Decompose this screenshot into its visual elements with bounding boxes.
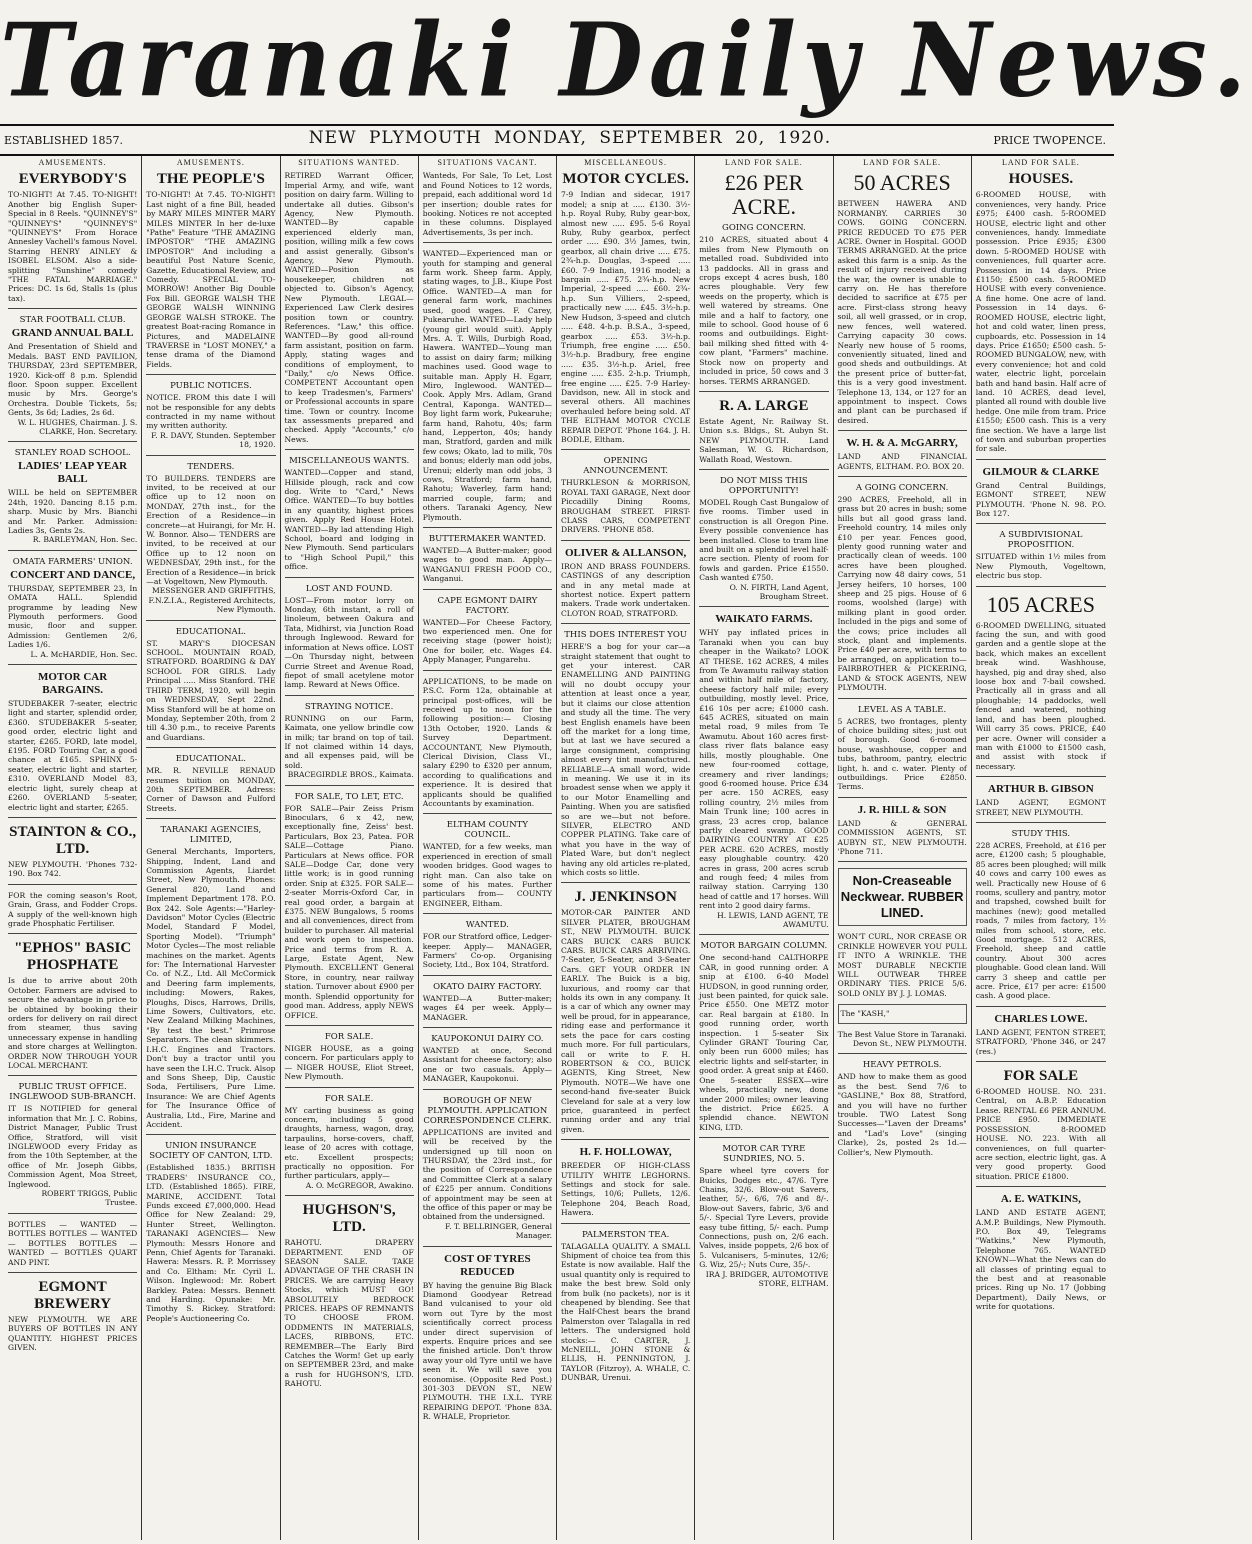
advertisement <box>976 829 1106 1007</box>
ad-subheading: BUTTERMAKER WANTED. <box>428 534 546 545</box>
column-header: LAND FOR SALE. <box>1001 158 1080 167</box>
advertisement <box>423 1253 552 1427</box>
advertisement <box>976 593 1106 778</box>
advertisement <box>285 584 414 696</box>
ad-body: 7-9 Indian and sidecar, 1917 model; a snip at ..... £130. 3½-h.p. Royal Ruby, Ruby gear-box, almost new ..... £95. 5-6 Royal Ruby, Ruby gearbox, perfect order ..... £90. 3½ James, twin, gearbox, all chain drive ..... £75. 2¾-h.p. Douglas, 3-speed ..... £60. 7-9 Indian, 1916 model; a bargain ..... £75. 2¾-h.p. New Imperial, 2-speed ..... £60. 2¾-h.p. Sun Villiers, 2-speed, practically new ..... £45. 3½-h.p. New Hudson, 3-speed and clutch ..... £48. 4-h.p. B.S.A., 3-speed, gearbox ..... £53. 3½-h.p. Triumph, free engine ..... £50. 3½-h.p. Bradbury, free engine ..... £35. 3½-h.p. Ariel, free engine ..... £35. 2-h.p. Triumph, free engine ..... £25. 7-9 Harley-Davidson, new. All in stock and several others. All machines overhauled before being sold. AT THE ELTHAM MOTOR CYCLE REPAIR DEPOT. 'Phone 164. J. H. BODLE, Eltham. <box>561 190 691 444</box>
ad-title: GRAND ANNUAL BALL <box>11 327 134 340</box>
ad-signature: W. L. HUGHES, Chairman. J. S. CLARKE, Hon. Secretary. <box>17 417 138 436</box>
advertisement <box>146 171 275 375</box>
ad-body: One second-hand CALTHORPE CAR, in good running order. A snip at £100. 6-40 Model HUDSON, in good running order, just been painted, for quick sale. Price £550. One METZ motor car. Real bargain at £180. In good running order, worth inspection. 1 5-seater Six Cylinder GRANT Touring Car, only been run 6000 miles; has electric lights and self-starter, in good order. A great snip at £460. One 5-seater ESSEX—wire wheels, practically new, done under 2000 miles; owner leaving the district. Price £625. A splendid chance. NEWTON KING, LTD. <box>699 953 829 1132</box>
ad-subheading: STAR FOOTBALL CLUB. <box>19 315 126 326</box>
ad-subheading: OMATA FARMERS' UNION. <box>12 556 133 567</box>
advertisement <box>8 557 137 665</box>
ad-headline: J. JENKINSON <box>574 889 677 906</box>
ad-subheading: EDUCATIONAL. <box>175 626 247 637</box>
ad-body: WILL be held on SEPTEMBER 24th, 1920. Dancing 8.15 p.m. sharp. Music by Mrs. Bianchi and Mr. Parker. Admission: Ladies 3s, Gents 2s. <box>8 488 138 535</box>
masthead-title: Taranaki Daily News. <box>0 1 1252 120</box>
ad-body: RETIRED Warrant Officer, Imperial Army, and wife, want position on dairy farm. Willing to undertake all duties. Gibson's Agency, New Plymouth. WANTED—By capable experienced elderly man, position, willing milk a few cows and assist generally. Gibson's Agency, New Plymouth. WANTED—Position as housekeeper, children not objected to. Gibson's Agency, New Plymouth. LEGAL—Experienced Law Clerk desires position town or country. References. "Law," this office. WANTED—By good all-round farm assistant, position on farm. Apply, stating wages and conditions of employment, to "Daily," c/o News Office. COMPETENT Accountant open to keep Tradesmen's, Farmers' or Professional accounts in spare time. Town or country. Income tax assessments prepared and checked. Apply "Accounts," c/o News. <box>284 171 414 444</box>
ad-subheading: BOROUGH OF NEW PLYMOUTH. APPLICATION CORRESPONDENCE CLERK. <box>423 1095 552 1126</box>
ad-body: FOR the coming season's Root, Grain, Grass, and Fodder Crops. A supply of the well-known high grade Phosphatic Fertiliser. <box>8 890 138 928</box>
kash-store-logo: The "KASH," <box>838 1004 967 1023</box>
column-header: AMUSEMENTS. <box>176 158 245 167</box>
ad-signature: The Best Value Store in Taranaki. Devon St., NEW PLYMOUTH. <box>837 1029 967 1049</box>
ad-body: Grand Central Buildings, EGMONT STREET, NEW PLYMOUTH. 'Phone N. 98. P.O. Box 127. <box>975 480 1106 518</box>
ad-subheading: TENDERS. <box>187 461 235 472</box>
ad-subheading: MOTOR BARGAIN COLUMN. <box>700 941 828 952</box>
ad-body: TALAGALLA QUALITY. A SMALL Shipment of choice tea from this Estate is now available. Half the usual quantity only is required to make the best brew. Sold only from bulk (no packets), nor is it cheapened by blending. See that the Half-Chest bears the brand Palmerston over Talagalla in red letters. The undersigned hold stocks:— C. CARTER, J. McNEILL, JOHN STONE & ELLIS, H. PENNINGTON, J. TAYLOR (Fitzroy), A. WHALE, C. DUNBAR, Urenui. <box>561 1241 691 1383</box>
advertisement <box>8 824 137 885</box>
ad-subheading: THIS DOES INTEREST YOU <box>564 630 687 641</box>
ad-body: 6-ROOMED HOUSE, with conveniences, very handy. Price £975; £400 cash. 5-ROOMED HOUSE, electric light and other conveniences, handy. Immediate possession. Price £935; £300 down. 5-ROOMED HOUSE with conveniences, full quarter acre. Possession in 14 days. Price £1150; £500 cash. 5-ROOMED HOUSE with every convenience. A fine home. One acre of land. Possession in 14 days. 6-ROOMED HOUSE, electric light, hot and cold water, linen press, cupboards, etc. Possession in 14 days. Price £1650; £500 cash. 5-ROOMED BUNGALOW, new, with every convenience; hot and cold water, electric light, porcelain bath and hand basin. Half acre of land. 10 ACRES, dead level, planted all round with double live hedge. One mile from tram. Price £1550; £500 cash. This is a very fine section. We have a large list of town and suburban properties for sale. <box>975 190 1106 454</box>
advertisement <box>146 627 275 748</box>
advertisement <box>8 448 137 550</box>
advertisement <box>146 381 275 455</box>
advertisement <box>285 702 414 786</box>
column-header: MISCELLANEOUS. <box>584 158 667 167</box>
advertisement <box>561 889 690 1140</box>
advertisement <box>561 547 690 624</box>
ad-signature: A. O. McGREGOR, Awakino. <box>305 1180 414 1190</box>
ad-body: LAND AND FINANCIAL AGENTS, ELTHAM. P.O. BOX 20. <box>837 452 967 471</box>
ad-body: LAND & GENERAL COMMISSION AGENTS, ST. AUBYN ST., NEW PLYMOUTH. 'Phone 711. <box>837 818 967 856</box>
dateline <box>0 124 1114 156</box>
ad-subheading: ELTHAM COUNTY COUNCIL. <box>446 820 528 841</box>
ad-body: BOTTLES — WANTED — BOTTLES BOTTLES — WANTED — BOTTLES BOTTLES — WANTED — BOTTLES QUART AND PINT. <box>8 1219 138 1267</box>
ad-body: WANTED—A Butter-maker; good wages to good man. Apply— WANGANUI FRESH FOOD CO., Wanganui. <box>422 546 552 584</box>
ad-subheading: LEVEL AS A TABLE. <box>858 704 947 715</box>
column-3 <box>281 156 419 1540</box>
advertisement <box>976 1013 1106 1062</box>
ad-subheading: FOR SALE. <box>324 1031 374 1042</box>
ad-body: THURSDAY, SEPTEMBER 23, In OMATA HALL. Splendid programme by leading New Plymouth performers. Good music, floor and supper. Admission: Gentlemen 2/6, Ladies 1/6. <box>8 583 138 650</box>
advertisement <box>423 1034 552 1090</box>
ad-body: NEW PLYMOUTH. WE ARE BUYERS OF BOTTLES IN ANY QUANTITY. HIGHEST PRICES GIVEN. <box>8 1314 138 1353</box>
ad-body: WANTED—For Cheese Factory, two experienced men. One for receiving stage (power hoist); One for boiler, etc. Wages £4. Apply Manager, Pungarehu. <box>422 617 552 665</box>
ad-body: HERE'S a bog for your car—a straight statement that ought to get your interest. CAR ENAMELLING AND PAINTING will no doubt occupy your attention at least once a year, but it claims our close attention and study all the time. The very best English enamels have been off the market for a long time, but at last we have secured a large consignment, comprising almost every tint manufactured. RELIABLE—A small word, wide in meaning. We use it in its broadest sense when we apply it to our Motor Enamelling and Painting. When you are satisfied so are we—but not before. SILVER, ELECTRO AND COPPER PLATING. Take care of what you have in the way of Plated Ware, but don't neglect having any old articles re-plated, which costs so little. <box>561 642 691 877</box>
ad-body: Wanteds, For Sale, To Let, Lost and Found Notices to 12 words, prepaid, each additional word 1d per insertion; double rates for booking. Notices re not accepted in these columns. Displayed Advertisements, 3s per inch. <box>422 171 552 237</box>
advertisement <box>146 754 275 819</box>
column-7 <box>834 156 972 1540</box>
advertisement <box>699 1144 828 1293</box>
column-header: LAND FOR SALE. <box>724 158 803 167</box>
ad-body: RUNNING on our Farm, Kaimata, one yellow brindle cow in milk; tar brand on top of tail. If not claimed within 14 days, and all expenses paid, will be sold. <box>284 713 414 770</box>
ad-body: TO-NIGHT! At 7.45. TO-NIGHT! Last night of a fine Bill, headed by MARY MILES MINTER MARY MILES MINTER In her de-luxe "Pathe" Feature "THE AMAZING IMPOSTOR" "THE AMAZING IMPOSTOR" And including a beautiful Post Nature Scenic, Gazette, Educational Review, and Comedy. SPECIAL TO-MORROW! Another Big Double Fox Bill. GEORGE WALSH THE GEORGE WALSH WINNING GEORGE WALSH STROKE. The greatest Boat-racing Romance in Pictures, and MADELAINE TRAVERSE in "LOST MONEY," a tense drama of the Diamond Fields. <box>146 190 276 369</box>
advertisement <box>285 792 414 1026</box>
advertisement <box>8 171 137 309</box>
ad-title: MOTOR CAR BARGAINS. <box>38 671 108 697</box>
ad-headline: EGMONT BREWERY <box>34 1278 112 1312</box>
ad-headline: MOTOR CYCLES. <box>562 171 689 188</box>
advertisement <box>838 868 967 1054</box>
ad-subheading: EDUCATIONAL. <box>175 754 247 765</box>
ad-body: WANTED—A Butter-maker; wages £4 per week. Apply— MANAGER. <box>422 993 552 1022</box>
ad-body: General Merchants, Importers, Shipping, Indent, Land and Commission Agents, Liardet Street, New Plymouth. Phones: General 820, Land and Implement Department 178. P.O. Box 242. Sole Agents:—"Harley-Davidson" Motor Cycles (Electric Model, Standard F Model, Sporting Model). "Triumph" Motor Cycles—The most reliable machines on the market. Agents for: The International Harvester Co. of N.Z., Ltd. All McCormick and Deering farm implements, including: Mowers, Rakes, Ploughs, Discs, Harrows, Drills, Lime Sowers, Cultivators, etc. New Zealand Milking Machines, "By test the best." Primrose Separators. The clean skimmers. I.H.C. Engines and Tractors. Don't buy a tractor until you have seen the I.H.C. Truck. Alsop and Sons Sheep, Dip, Caustic Soda, Fertilisers, Pure Lime. Insurance: We are Chief Agents for The Insurance Office of Australia, Ltd., Fire, Marine and Accident. <box>146 847 276 1129</box>
advertisement <box>423 171 552 243</box>
ad-title: H. F. HOLLOWAY, <box>579 1146 672 1159</box>
ad-subheading: STUDY THIS. <box>1011 828 1071 839</box>
ad-subheading: MISCELLANEOUS WANTS. <box>289 456 410 467</box>
advertisement <box>285 171 414 450</box>
ad-subheading: DO NOT MISS THIS OPPORTUNITY! <box>719 475 808 496</box>
neckwear-ad-box <box>838 868 967 926</box>
advertisement <box>838 171 967 431</box>
ad-subheading: FOR SALE. <box>324 1093 374 1104</box>
ad-title: WAIKATO FARMS. <box>715 613 813 626</box>
masthead <box>0 0 1252 122</box>
ad-body: LAND AND ESTATE AGENT, A.M.P. Buildings, New Plymouth. P.O. Box 49, Telegrams "Watkins," New Plymouth, Telephone 765. WANTED KNOWN—What the News can do all classes of printing equal to the best and at reasonable prices. Ring up No. 17 (Jobbing Department), Daily News, or write for quotations. <box>975 1208 1106 1312</box>
price-note: PRICE TWOPENCE. <box>993 134 1106 147</box>
ad-body: WHY pay inflated prices in Taranaki when you can buy cheaper in the Waikato? LOOK AT THESE. 162 ACRES, 4 miles from Te Awamutu railway station and within half mile of factory, cheese factory half mile; every outbuilding, mostly level. Price, £16 10s per acre; £1000 cash. 645 ACRES, situated on main metal road, 9 miles from Te Awamutu. About 160 acres first-class river flats balance easy hills, mostly ploughable. One new four-roomed cottage, creamery and river landings; good 6-roomed house. Price £34 per acre. 150 ACRES, easy rolling country, 2½ miles from Main Trunk line; 100 acres in grass, 23 acres crop, balance partly cleared swamp. GOOD DAIRYING COUNTRY AT £25 PER ACRE. 620 ACRES, mostly easy ploughable country. 420 acres in grass, 200 acres scrub and rough feed; 4 miles from railway station. Carrying 130 head of cattle and 17 horses. Will rent into 2 good dairy farms. <box>699 628 829 911</box>
column-5 <box>557 156 695 1540</box>
ad-body: LOST—From motor lorry on Monday, 6th instant, a roll of linoleum, between Oakura and Tata, Midhirst, via Junction Road through Inglewood. Reward for information at News office. LOST—On Thursday night, between Currie Street and Avenue Road, fiepot of small acetylene motor lamp. Reward at News Office. <box>284 595 414 690</box>
advertisement <box>561 171 690 450</box>
advertisement <box>976 783 1106 823</box>
ad-body: STUDEBAKER 7-seater, electric light and starter, splendid order, £360. STUDEBAKER 5-seater, good order, electric light and starter, £265. FORD, late model, £195. FORD Touring Car, a good chance at £165. SPHINX 5-seater, electric light and starter, £310. OVERLAND Model 83, electric light, surely cheap at £260. OVERLAND 5-seater, electric light and starter, £265. <box>8 699 138 812</box>
ad-signature: H. LEWIS, LAND AGENT, TE AWAMUTU. <box>717 910 829 929</box>
ad-body: Is due to arrive about 20th October. Farmers are advised to secure the advantage in price to be obtained by booking their orders for delivery on rail direct from steamer, thus saving unnecessary expense in handling and store charges at Wellington. ORDER NOW THROUGH YOUR LOCAL MERCHANT. <box>8 976 138 1070</box>
ad-body: APPLICATIONS are invited and will be received by the undersigned up till noon on THURSDAY, the 23rd inst., for the position of Correspondence and Committee Clerk at a salary of £225 per annum. Conditions of appointment may be seen at the office of this paper or may be obtained from the undersigned. <box>422 1127 552 1222</box>
advertisement <box>976 466 1106 525</box>
advertisement <box>146 1141 275 1328</box>
ad-body: TO-NIGHT! At 7.45. TO-NIGHT! Another big English Super-Special in 8 Reels. "QUINNEY'S" "QUINNEY'S" "QUINNEY'S" "QUINNEY'S" From Horace Annesley Vachell's famous Novel. Starring HENRY AINLEY & ISOBEL ELSOM. Also a side-splitting "Sunshine" comedy "THE FATAL MARRIAGE." Prices: DC. 1s 6d, Stalls 1s (plus tax). <box>8 190 138 303</box>
advertisement <box>146 462 275 621</box>
ad-headline: HOUSES. <box>1008 171 1074 188</box>
ad-body: MODEL Rough Cast Bungalow of five rooms. Timber used in construction is all Oregon Pine. Every possible convenience has been installed. Close to tram line and built on a splendid level half-acre section. Plenty of room for fowls and garden. Price £1550. Cash wanted £750. <box>699 497 829 583</box>
column-header: SITUATIONS VACANT. <box>437 158 538 167</box>
ad-body: BY having the genuine Big Black Diamond Goodyear Retread Band vulcanised to your old worn out Tyre by the most scientifically correct process under direct supervision of experts. Enquire prices and see the finished article. Don't throw away your old Tyre until we have seen it. We will save you economise. (Opposite Red Post.) 301-303 DEVON ST., NEW PLYMOUTH. THE I.X.L. TYRE REPAIRING DEPOT. 'Phone 83A. R. WHALE, Proprietor. <box>422 1280 552 1422</box>
ad-body: WANTED—Copper and stand, Hillside plough, rack and cow dog. Write to "Card," News Office. WANTED—To buy bottles in any quantity, highest prices given. Apply Red House Hotel. WANTED—By lad attending High School, board and lodging in New Plymouth. Send particulars to "High School Pupil," this office. <box>284 468 414 572</box>
advertisement <box>285 1032 414 1088</box>
ad-body: IRON AND BRASS FOUNDERS. CASTINGS of any description and in any metal made at shortest notice. Expert pattern makers. Trade work undertaken. CLOTON ROAD, STRATFORD. <box>561 561 691 618</box>
ad-subheading: STRAYING NOTICE. <box>304 701 394 712</box>
ad-subheading: PUBLIC TRUST OFFICE. INGLEWOOD SUB-BRANCH. <box>9 1082 136 1103</box>
ad-body: NOTICE. FROM this date I will not be responsible for any debts contracted in my name without my written authority. <box>146 393 276 431</box>
ad-body: APPLICATIONS, to be made on P.S.C. Form 12a, obtainable at principal post-offices, will be received up to noon for the following position:— Closing 13th October, 1920. Lands & Survey Department. ACCOUNTANT, New Plymouth, Clerical Division, Class VI., salary £290 to £320 per annum, according to qualifications and experience. It is desired that applicants should be qualified Accountants by examination. <box>422 676 552 808</box>
ad-body: LAND AGENT, FENTON STREET, STRATFORD, 'Phone 346, or 247 (res.) <box>975 1027 1106 1056</box>
advertisement <box>561 1230 690 1388</box>
ad-subheading: PALMERSTON TEA. <box>581 1229 670 1240</box>
advertisement <box>699 398 828 470</box>
advertisement <box>423 1096 552 1247</box>
ad-body: NIGER HOUSE, as a going concern. For particulars apply to— NIGER HOUSE, Eliot Street, New Plymouth. <box>284 1043 414 1082</box>
ad-subheading: A GOING CONCERN. <box>855 482 949 493</box>
column-1 <box>4 156 142 1540</box>
place-date: NEW PLYMOUTH MONDAY, SEPTEMBER 20, 1920. <box>308 128 832 148</box>
ad-title: OLIVER & ALLANSON, <box>564 546 687 559</box>
advertisement <box>8 891 137 935</box>
ad-body: 210 ACRES, situated about 4 miles from New Plymouth on metalled road. Subdivided into 13 paddocks. All in grass and crops except 4 acres bush, 180 acres ploughable. Very few weeds on the property, which is well watered by streams. One mile and a half to factory, one mile to school. Good house of 6 rooms and outbuildings. Eight-bail milking shed fitted with 4-cow plant, "Farmers" machine. Stock now on property and included in price, 50 cows and 3 horses. TERMS ARRANGED. <box>699 235 829 386</box>
advertisement <box>8 1279 137 1358</box>
ad-body: MR. R. NEVILLE RENAUD resumes tuition on MONDAY, 20th SEPTEMBER. Adress: Corner of Dawson and Fulford Streets. <box>146 766 276 813</box>
advertisement <box>423 596 552 671</box>
ad-body: BREEDER OF HIGH-CLASS UTILITY WHITE LEGHORNS. Settings and stock for sale. Settings, 10/6; Pullets, 12/6. Telephone 204, Beach Road, Hawera. <box>561 1161 691 1218</box>
neckwear-heading: Non-Creaseable Neckwear. RUBBER LINED. <box>840 873 964 921</box>
ad-subheading: LOST AND FOUND. <box>305 583 393 594</box>
ad-signature: IRA J. BRIDGER, AUTOMOTIVE STORE, ELTHAM. <box>705 1269 829 1288</box>
ad-subheading: GOING CONCERN. <box>722 223 806 234</box>
advertisement <box>8 1082 137 1213</box>
ad-signature: O. N. FIRTH, Land Agent, Brougham Street. <box>729 582 829 601</box>
advertisement <box>423 920 552 976</box>
ad-body: FOR our Stratford office, Ledger-keeper. Apply— MANAGER, Farmers' Co-op. Organising Society, Ltd., Box 104, Stratford. <box>422 932 552 970</box>
ad-signature: F. T. BELLRINGER, General Manager. <box>445 1221 552 1241</box>
ad-body: AND how to make them as good as the best. Send 7/6 to "GASLINE," Box 88, Stratford, and you will have no further trouble. TWO Latest Song Successes—"Laven der Dreams" and "Lad's Love" (singing Clarke), 2s, posted 2s 1d.—Collier's, New Plymouth. <box>837 1072 967 1157</box>
ad-title: CONCERT AND DANCE, <box>10 568 136 581</box>
ad-body: LAND AGENT, EGMONT STREET, NEW PLYMOUTH. <box>975 798 1106 817</box>
ad-body: 6-ROOMED HOUSE. NO. 231. Central, on A.B.P. Education Lease. RENTAL £6 PER ANNUM. PRICE £950. IMMEDIATE POSSESSION. 8-ROOMED HOUSE. NO. 223. With all conveniences, on full quarter-acre section, electric light, gas. A very good property. Good situation. PRICE £1800. <box>975 1087 1106 1181</box>
ad-body: TO BUILDERS. TENDERS are invited, to be received at our office up to 12 noon on MONDAY, 27th inst., for the Erection of a Residence—in concrete—at Huirangi, for Mr. H. W. Bonnor. Also— TENDERS are invited, to be received at our Office up to 12 noon on WEDNESDAY, 29th inst., for the Erection of a Residence—in brick—at Vogeltown, New Plymouth. <box>146 473 276 587</box>
advertisement <box>423 677 552 815</box>
ad-headline: HUGHSON'S, LTD. <box>302 1202 396 1236</box>
advertisement <box>699 171 828 392</box>
ad-headline: FOR SALE <box>1003 1068 1079 1085</box>
ad-body: SITUATED within 1½ miles from New Plymouth, Vogeltown, electric bus stop. <box>975 552 1106 581</box>
ad-signature: R. BARLEYMAN, Hon. Sec. <box>32 535 138 545</box>
advertisement <box>285 456 414 577</box>
advertisement <box>838 437 967 477</box>
ad-subheading: UNION INSURANCE SOCIETY OF CANTON, LTD. <box>149 1141 273 1162</box>
ad-title: GILMOUR & CLARKE <box>982 465 1100 478</box>
columns <box>4 156 1110 1540</box>
ad-title: COST OF TYRES REDUCED <box>444 1252 531 1278</box>
advertisement <box>423 534 552 590</box>
advertisement <box>8 315 137 442</box>
column-header: SITUATIONS WANTED. <box>298 158 401 167</box>
ad-body: MOTOR-CAR PAINTER AND SILVER PLATER, BROUGHAM ST., NEW PLYMOUTH. BUICK CARS BUICK CARS BUICK CARS. BUICK CARS ARRIVING. 7-Seater, 5-Seater, and 3-Seater Cars. GET YOUR ORDER IN EARLY. The Buick is a big, luxurious, and roomy car that holds its own in any company. It is a car of which any owner may well be proud, for in appearance, riding ease and performance it sets the pace for cars costing much more. For full particulars, call or write to F. H. ROBERTSON & CO., BUICK AGENTS, King Street, New Plymouth. NOTE—We have one second-hand five-seater Buick Cleveland for sale at a very low price, guaranteed in perfect running order and any trial given. <box>561 908 691 1134</box>
ad-title: LADIES' LEAP YEAR BALL <box>18 460 128 486</box>
ad-subheading: WANTED. <box>465 920 509 931</box>
advertisement <box>285 1202 414 1394</box>
advertisement <box>8 1220 137 1273</box>
ad-body: FOR SALE—Pair Zeiss Prism Binoculars, 6 x 42, new, exceptionally fine, Zeiss' best. Particulars, Box 23, Patea. FOR SALE—Cottage Piano. Particulars at News office. FOR SALE—Dodge Car, done very little work; is in good running order. Snip at £325. FOR SALE—2-seater Morris-Oxford Car, in real good order, a bargain at £375. NEW Bungalows, 5 rooms and all conveniences, direct from builder to purchaser. All material and work open to inspection. Price and terms from R. A. Large, Estate Agent, New Plymouth. EXCELLENT General Store, in country, near railway station. Turnover about £900 per month. Splendid opportunity for good man. Address, apply NEWS OFFICE. <box>284 803 414 1020</box>
ad-subheading: A SUBDIVISIONAL PROPOSITION. <box>999 530 1083 551</box>
advertisement <box>976 1068 1106 1187</box>
advertisement <box>146 825 275 1135</box>
ad-body: THURKLESON & MORRISON, ROYAL TAXI GARAGE, Next door Piccadilly Dining Rooms, BROUGHAM STREET. FIRST-CLASS CARS, COMPETENT DRIVERS. 'PHONE 858. <box>561 478 691 535</box>
ad-big-headline: 105 ACRES <box>986 591 1095 617</box>
advertisement <box>561 1146 690 1223</box>
ad-body: 290 ACRES, Freehold, all in grass but 20 acres in bush; some hills but all good grass land. Freehold country, 14 miles only £10 per year. Fences good, plenty good running water and practically clean of weeds. 100 acres have been ploughed. Carrying now 48 dairy cows, 51 Jersey heifers, 10 horses, 100 sheep and 25 pigs. House of 6 rooms, woolshed (large) with milking plant in good order. Included in the pigs and some of the cows; price includes all stock, plant and implements. Price £40 per acre, with terms to be arranged, on application to— FAIRBROTHER & PICKERING, LAND & STOCK AGENTS, NEW PLYMOUTH. <box>837 494 967 693</box>
ad-body: ST. MARY'S DIOCESAN SCHOOL. MOUNTAIN ROAD, STRATFORD. BOARDING & DAY SCHOOL FOR GIRLS. Lady Principal ..... Miss Stanford. THE THIRD TERM, 1920, will begin on WEDNESDAY, Sept 22nd. Miss Stanford will be at home on Monday, September 20th, from 2 till 4.30 p.m., to receive Parents and Guardians. <box>146 638 276 742</box>
ad-body: (Established 1835.) BRITISH TRADERS' INSURANCE CO., LTD. (Established 1865). FIRE, MARINE, ACCIDENT. Total Funds exceed £7,000,000. Head Office for New Zealand: 29, Hunter Street, Wellington. TARANAKI AGENCIES— New Plymouth: Messrs Honore and Penn, Chief Agents for Taranaki. Hawera: Messrs. R. P. Morrissey and Co. Eltham: Mr. Cyril L. Wilson. Inglewood: Mr. Robert Barkley. Patea: Messrs. Bennett and Harding. Opunake: Mr. Timothy S. Rickey. Stratford: People's Auctioneering Co. <box>146 1163 276 1323</box>
advertisement <box>838 1060 967 1162</box>
ad-signature: MESSENGER AND GRIFFITHS, F.N.Z.I.A., Registered Architects, New Plymouth. <box>148 586 276 615</box>
ad-body: WANTED, for a few weeks, man experienced in erection of small wooden bridges. Good wages to right man. Can also take on some of his mates. Further particulars from— COUNTY ENGINEER, Eltham. <box>422 842 552 908</box>
ad-title: CHARLES LOWE. <box>994 1012 1088 1025</box>
ad-subheading: STANLEY ROAD SCHOOL. <box>14 448 131 459</box>
ad-signature: F. R. DAVY, Stunden. September 18, 1920. <box>151 430 276 450</box>
advertisement <box>561 630 690 883</box>
ad-title: J. R. HILL & SON <box>857 803 947 816</box>
ad-headline: EVERYBODY'S <box>18 171 127 188</box>
advertisement <box>976 1193 1106 1316</box>
ad-body: MY carting business as going concern, including 5 good draughts, harness, wagon, dray, tarpaulins, horse-covers, chaff, lease of 20 acres with cottage, etc. Excellent prospects; practically no opposition. For further particulars, apply— <box>284 1105 414 1181</box>
advertisement <box>699 941 828 1138</box>
ad-subheading: HEAVY PETROLS. <box>862 1060 942 1071</box>
advertisement <box>423 820 552 914</box>
ad-signature: BRACEGIRDLE BROS., Kaimata. <box>287 770 414 780</box>
column-6 <box>695 156 833 1540</box>
ad-subheading: KAUPOKONUI DAIRY CO. <box>431 1034 544 1045</box>
ad-subheading: PUBLIC NOTICES. <box>170 381 252 392</box>
ad-subheading: OKATO DAIRY FACTORY. <box>433 981 542 992</box>
ad-body: IT IS NOTIFIED for general information that Mr. J. C. Robins, District Manager, Public Trust Office, Stratford, will visit INGLEWOOD every Friday as from the 10th September, at the office of Mr. Joseph Gibbs, Commission Agent, Moa Street, Inglewood. <box>8 1104 138 1189</box>
advertisement <box>423 982 552 1028</box>
advertisement <box>838 483 967 699</box>
ad-title: ARTHUR B. GIBSON <box>988 783 1094 796</box>
advertisement <box>699 476 828 607</box>
ad-subheading: FOR SALE, TO LET, ETC. <box>294 791 404 802</box>
column-2 <box>142 156 280 1540</box>
advertisement <box>8 940 137 1076</box>
ad-headline: THE PEOPLE'S <box>156 171 265 188</box>
ad-body: And Presentation of Shield and Medals. BAST END PAVILION, THURSDAY, 23rd SEPTEMBER, 1920. Kick-off 8 p.m. Splendid floor. Spoon supper. Excellent music by Mrs. George's Orchestra. Double Tickets, 5s; Gents, 3s 6d; Ladies, 2s 6d. <box>8 342 138 418</box>
ad-big-headline: 50 ACRES <box>853 170 951 196</box>
ad-subheading: TARANAKI AGENCIES, LIMITED, <box>160 825 262 846</box>
ad-subheading: MOTOR CAR TYRE SUNDRIES, NO. 5. <box>722 1144 806 1165</box>
ad-signature: ROBERT TRIGGS, Public Trustee. <box>41 1189 138 1208</box>
advertisement <box>699 613 828 935</box>
ad-signature: L. A. McHARDIE, Hon. Sec. <box>30 649 138 659</box>
ad-body: 6-ROOMED DWELLING, situated facing the sun, and with good garden and a gentle slope at the back, which makes an excellent break wind. Washhouse, hayshed, pig and dray shed, also loose box and 7-bail cowshed. Practically all in grass and all ploughable; 14 paddocks, well fenced and watered, nothing land, and has been ploughed. Will carry 35 cows. PRICE, £40 per acre. Owner will consider a man with £1000 to £1500 cash, and assist with stock if necessary. <box>975 620 1106 771</box>
ad-body: WON'T CURL, NOR CREASE OR CRINKLE HOWEVER YOU PULL IT INTO A WRINKLE. THE MOST DURABLE NECKTIE WILL OUTWEAR THREE ORDINARY TIES. PRICE 5/6. SOLD ONLY BY J. J. LOMAS. <box>837 932 967 998</box>
ad-big-headline: £26 PER ACRE. <box>724 170 804 220</box>
column-4 <box>419 156 557 1540</box>
ad-body: 5 ACRES, two frontages, plenty of choice building sites; just out of borough. Good 6-roomed house, washhouse, copper and tubs, bathroom, pantry, electric light, h. and c. water. Plenty of outbuildings. Price £2850. Terms. <box>837 716 967 792</box>
ad-headline: "EPHOS" BASIC PHOSPHATE <box>14 940 132 974</box>
column-header: AMUSEMENTS. <box>38 158 107 167</box>
ad-body: WANTED at once, Second Assistant for cheese factory; also one or two casuals. Apply— MANAGER, Kaupokonui. <box>422 1046 552 1084</box>
ad-title: W. H. & A. McGARRY, <box>846 437 958 450</box>
ad-body: NEW PLYMOUTH. 'Phones 732-190. Box 742. <box>8 859 138 879</box>
ad-headline: R. A. LARGE <box>719 397 809 414</box>
advertisement <box>8 671 137 818</box>
ad-title: A. E. WATKINS, <box>1000 1193 1081 1206</box>
ad-headline: STAINTON & CO., LTD. <box>9 823 137 857</box>
advertisement <box>561 456 690 540</box>
ad-body: BETWEEN HAWERA AND NORMANBY. CARRIES 30 COWS. GOING CONCERN. PRICE REDUCED TO £75 PER ACRE. Owner in Hospital. GOOD TERMS ARRANGED. At the price asked this farm is a snip. As the result of injury received during the war, the owner is unable to carry on. He has therefore decided to sacrifice at £75 per acre. First-class strong heavy soil, all well grassed, or in crop, new fences, well watered. Carrying capacity 30 cows. Nearly new house of 5 rooms, conveniently situated, lined and good sheds and outbuildings. At the present price of butter-fat, this is a very good investment. Telephone 13, 134, or 127 for an appointment to inspect. Cows and plant can be purchased if desired. <box>837 199 967 425</box>
ad-body: RAHOTU. DRAPERY DEPARTMENT. END OF SEASON SALE. TAKE ADVANTAGE OF THE CRASH IN PRICES. We are carrying Heavy Stocks, which MUST GO! ABSOLUTELY BEDROCK PRICES. HEAPS OF REMNANTS TO CHOOSE FROM. ODDMENTS IN MATERIALS, LACES, RIBBONS, ETC. REMEMBER—The Early Bird Catches the Worm! Get up early on SEPTEMBER 23rd, and make a rush for HUGHSON'S, LTD. RAHOTU. <box>284 1238 414 1389</box>
advertisement <box>976 171 1106 459</box>
ad-body: Estate Agent, Nr. Railway St. Union s.s. Bldgs., St. Aubyn St. NEW PLYMOUTH. Land Salesman, W. G. Richardson, Wallath Road, Westown. <box>699 416 829 464</box>
advertisement <box>838 705 967 798</box>
column-header: LAND FOR SALE. <box>863 158 942 167</box>
ad-body: Spare wheel tyre covers for Buicks, Dodges etc., 47/6. Tyre Chains, 32/6. Blow-out Savers, leather, 5/-, 6/6, 7/6 and 8/-. Blow-out Savers, fabric, 3/6 and 5/-. Special Tyre Levers, provide easy tube fitting, 5/- each. Pump Connections, push on, 2/6 each. Valves, inside poppets, 2/6 box of 5. Vulcanisers, 5-minutes, 12/6; G. Wiz, 25/-; Nuts Cure, 35/-. <box>699 1166 829 1270</box>
advertisement <box>423 249 552 528</box>
ad-body: 228 ACRES, Freehold, at £16 per acre, £1200 cash; 5 ploughable, 85 acres been ploughed; will milk 40 cows and carry 100 ewes as well. Practically new House of 6 rooms, scullery and pantry, motor and trapshed, cowshed built for machines (new); good metalled roads, 7 miles from factory, 1½ miles from school, store, etc. Good mortgage. 512 ACRES, Freehold, sheep and cattle country. About 300 acres ploughable. Good clean land. Will carry 3 sheep and cattle per acre. Price, £17 per acre: £1500 cash. A good place. <box>975 840 1106 1001</box>
established-note: ESTABLISHED 1857. <box>4 134 123 147</box>
ad-subheading: CAPE EGMONT DAIRY FACTORY. <box>437 595 538 616</box>
advertisement <box>976 530 1106 586</box>
ad-body: WANTED—Experienced man or youth for stamping and general farm work. Sheep farm. Apply, stating wages, to J.B., Kiupe Post Office. WANTED—A man for general farm work, machines used, good wages. F. Carey, Pukearuhe. WANTED—Lady help (young girl would suit). Apply Mrs. A. T. Wills, Durbigh Road, Hawera. WANTED—Young man to assist on dairy farm; milking machines used. Good wage to suitable man. Apply H. Egarr, Miro, Inglewood. WANTED—Cook. Apply Mrs. Adlam, Grand Central, Kaponga. WANTED—Boy light farm work, Pukearuhe; farm hand, Rahotu, 40s; farm hand, Lepperton, 40s; handy man, Stratford, garden and milk few cows; Okato, lad to milk, 70s and bonus; elderly man odd jobs, Urenui; elderly man odd jobs, 3 cows, Stratford; farm hand, Rahotu; Waverley, farm hand; married couple, farm; and others. Taranaki Agency, New Plymouth. <box>422 249 552 522</box>
advertisement <box>285 1094 414 1197</box>
advertisement <box>838 804 967 863</box>
column-8 <box>972 156 1110 1540</box>
ad-subheading: OPENING ANNOUNCEMENT. <box>583 456 668 477</box>
